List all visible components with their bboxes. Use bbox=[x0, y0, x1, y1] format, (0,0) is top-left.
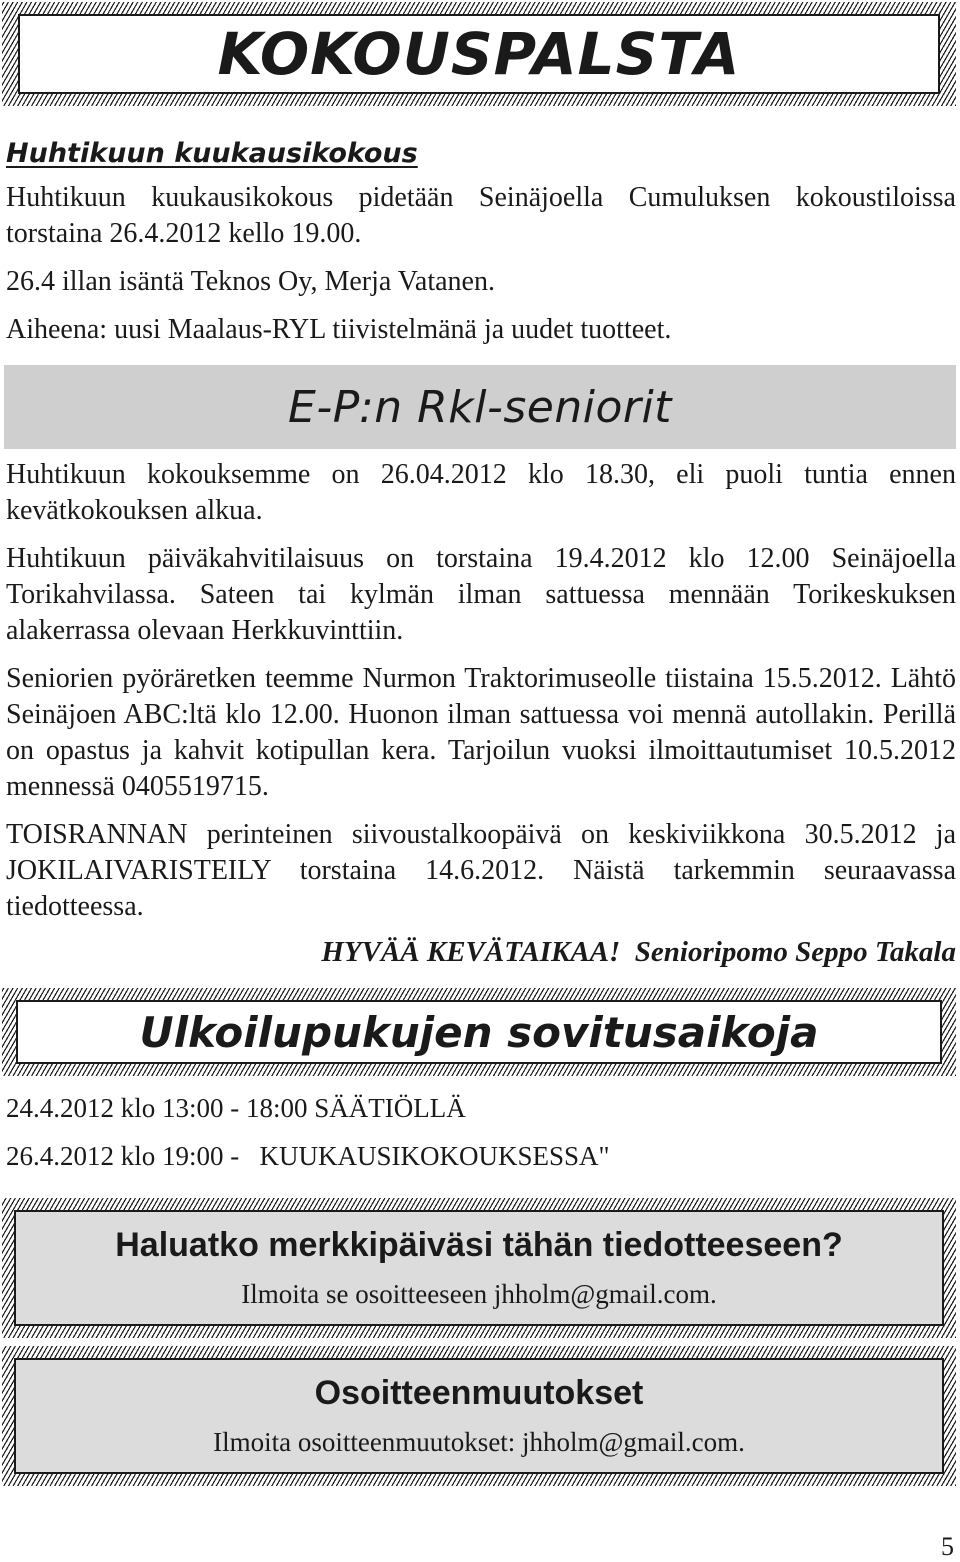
meeting-topic: Aiheena: uusi Maalaus-RYL tiivistelmänä ja uudet tuotteet. bbox=[6, 314, 672, 345]
seniors-paragraph-3: Seniorien pyöräretken teemme Nurmon Traktorimuseolle tiistaina 15.5.2012. Lähtö Seinäjoen ABC:ltä klo 12.00. Huonon ilman sattuessa voi mennä autollakin. Perillä on opastus ja kahvit kotipullan kera. Tarjoilun vuoksi ilmoittautumiset 10.5.2012 mennessä 0405519715. bbox=[6, 663, 956, 802]
seniors-paragraph-4: TOISRANNAN perinteinen siivoustalkoopäivä on keskiviikkona 30.5.2012 ja JOKILAIVARISTEILY torstaina 14.6.2012. Näistä tarkemmin seuraavassa tiedotteessa. bbox=[6, 819, 956, 922]
ad-address-panel bbox=[14, 1358, 944, 1474]
ad-address-frame bbox=[2, 1346, 956, 1486]
seniors-banner-title: E-P:n Rkl-seniorit bbox=[288, 381, 672, 433]
meeting-heading: Huhtikuun kuukausikokous bbox=[6, 138, 418, 169]
masthead-title: KOKOUSPALSTA bbox=[217, 20, 741, 88]
ad-days-text: Ilmoita se osoitteeseen jhholm@gmail.com. bbox=[241, 1279, 717, 1309]
ad-address-text: Ilmoita osoitteenmuutokset: jhholm@gmail.com. bbox=[213, 1427, 745, 1457]
seniors-paragraph-1: Huhtikuun kokouksemme on 26.04.2012 klo 18.30, eli puoli tuntia ennen kevätkokouksen alkua. bbox=[6, 459, 956, 526]
masthead-panel bbox=[18, 14, 940, 94]
fitting-line-2: 26.4.2012 klo 19:00 - KUUKAUSIKOKOUKSESSA" bbox=[6, 1141, 610, 1171]
signature: Senioripomo Seppo Takala bbox=[634, 936, 956, 968]
seniors-paragraph-2: Huhtikuun päiväkahvitilaisuus on torstaina 19.4.2012 klo 12.00 Seinäjoella Torikahvilassa. Sateen tai kylmän ilman sattuessa mennään Torikeskuksen alakerrassa olevaan Herkkuvinttiin. bbox=[6, 543, 956, 646]
seniors-signoff bbox=[321, 936, 956, 969]
fitting-title: Ulkoilupukujen sovitusaikoja bbox=[139, 1007, 819, 1057]
ad-days-panel bbox=[14, 1210, 944, 1326]
ad-days-frame bbox=[2, 1198, 956, 1338]
ad-days-title: Haluatko merkkipäiväsi tähän tiedotteeseen? bbox=[115, 1226, 843, 1264]
fitting-line-1: 24.4.2012 klo 13:00 - 18:00 SÄÄTIÖLLÄ bbox=[6, 1093, 466, 1123]
meeting-host: 26.4 illan isäntä Teknos Oy, Merja Vatanen. bbox=[6, 266, 495, 297]
masthead-frame bbox=[2, 2, 956, 106]
seniors-banner bbox=[4, 365, 956, 449]
ad-address-title: Osoitteenmuutokset bbox=[314, 1374, 644, 1412]
greeting: HYVÄÄ KEVÄTAIKAA! bbox=[321, 936, 621, 968]
page-number: 5 bbox=[941, 1532, 954, 1561]
fitting-frame bbox=[2, 988, 956, 1076]
fitting-panel bbox=[16, 1000, 942, 1064]
meeting-paragraph: Huhtikuun kuukausikokous pidetään Seinäjoella Cumuluksen kokoustiloissa torstaina 26.4.2012 kello 19.00. bbox=[6, 182, 956, 249]
